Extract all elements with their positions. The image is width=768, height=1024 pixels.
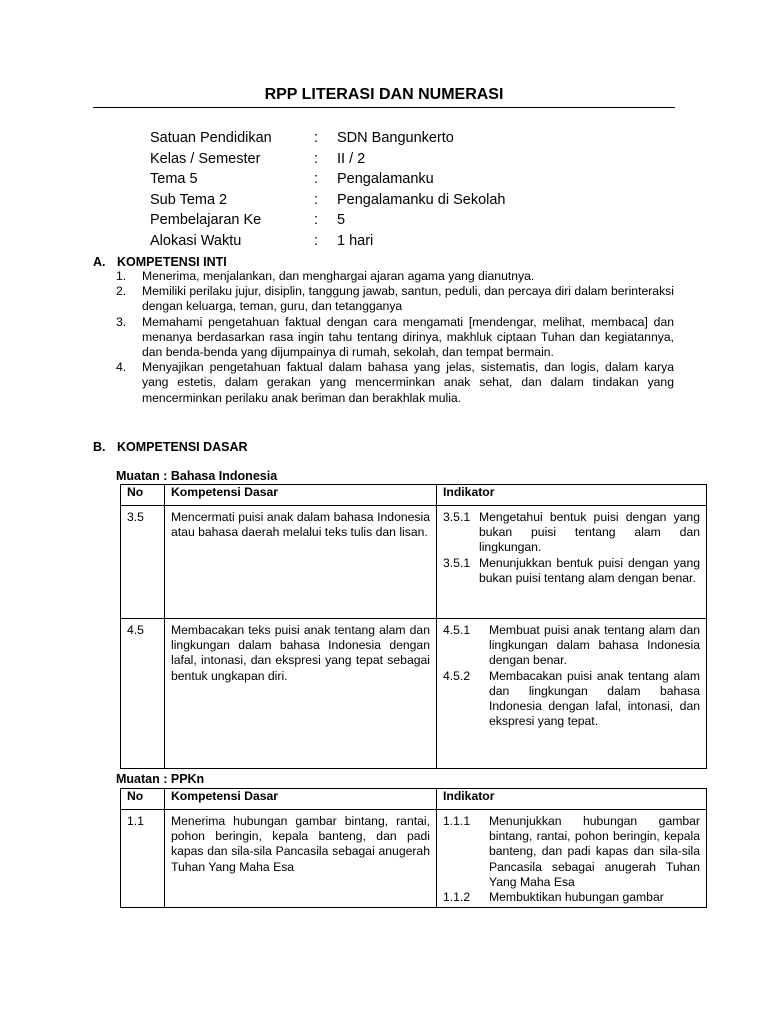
identity-label: Tema 5 — [150, 171, 198, 187]
cell-indikator — [437, 506, 707, 619]
table-row — [121, 619, 707, 769]
identity-colon: : — [314, 191, 319, 208]
indicator-number: 4.5.1 — [443, 623, 471, 637]
table-row — [121, 506, 707, 619]
section-title: KOMPETENSI INTI — [117, 255, 227, 269]
cell-kd — [165, 810, 437, 908]
identity-value: 5 — [337, 212, 346, 228]
table-header-row — [121, 485, 707, 506]
section-letter: A. — [93, 255, 106, 269]
kd-text: Menerima hubungan gambar bintang, rantai, pohon beringin, kepala banteng, dan padi kapas dan sila-sila Pancasila sebagai anugerah Tuhan Yang Maha Esa — [171, 814, 430, 874]
identity-label: Alokasi Waktu — [150, 232, 242, 249]
header-kompetensi-dasar: Kompetensi Dasar — [165, 485, 437, 506]
list-number: 1. — [116, 269, 127, 283]
muatan-bahasa-indonesia-label: Muatan : Bahasa Indonesia — [116, 469, 278, 483]
indicator-item — [443, 623, 700, 669]
identity-label: Sub Tema 2 — [150, 191, 228, 208]
muatan-ppkn-label: Muatan : PPKn — [116, 772, 205, 786]
indicator-text: Menunjukkan hubungan gambar bintang, rantai, pohon beringin, kepala banteng, dan padi kapas dan sila-sila Pancasila sebagai anugerah Tuhan Yang Maha Esa — [489, 814, 700, 889]
indicator-item — [443, 814, 700, 890]
indicator-item — [443, 556, 700, 586]
table-row — [121, 810, 707, 908]
indicator-text: Membuat puisi anak tentang alam dan lingkungan dalam bahasa Indonesia dengan benar. — [489, 623, 700, 668]
identity-colon: : — [314, 232, 319, 249]
kompetensi-inti-list — [116, 269, 674, 406]
identity-value: 1 hari — [337, 232, 374, 249]
cell-no: 4.5 — [121, 619, 165, 769]
list-text: Menerima, menjalankan, dan menghargai ajaran agama yang dianutnya. — [142, 269, 535, 283]
identity-colon: : — [314, 171, 319, 187]
identity-value: Pengalamanku di Sekolah — [337, 191, 506, 208]
header-indikator: Indikator — [437, 789, 707, 810]
identity-value: Pengalamanku — [337, 171, 434, 187]
header-no: No — [121, 485, 165, 506]
indicator-number: 4.5.2 — [443, 668, 471, 683]
list-text: Memahami pengetahuan faktual dengan cara mengamati [mendengar, melihat, membaca] dan menanya berdasarkan rasa ingin tahu tentang dirinya, makhluk ciptaan Tuhan dan kegiatannya, dan benda-benda yang dijumpainya di rumah, sekolah, dan tempat bermain. — [142, 314, 674, 360]
identity-value: SDN Bangunkerto — [337, 130, 454, 146]
cell-indikator — [437, 810, 707, 908]
list-number: 2. — [116, 284, 127, 299]
indicator-item — [443, 669, 700, 730]
list-item — [116, 284, 674, 314]
kd-text: Membacakan teks puisi anak tentang alam dan lingkungan dalam bahasa Indonesia dengan lafal, intonasi, dan ekspresi yang tepat sebagai bentuk ungkapan diri. — [171, 623, 430, 683]
list-number: 4. — [116, 360, 127, 375]
page-title: RPP LITERASI DAN NUMERASI — [264, 86, 504, 103]
header-no: No — [121, 789, 165, 810]
indicator-number: 1.1.1 — [443, 814, 471, 828]
list-item — [116, 360, 674, 406]
list-item — [116, 315, 674, 361]
cell-kd — [165, 506, 437, 619]
indicator-text: Menunjukkan bentuk puisi dengan yang bukan puisi tentang alam dengan benar. — [479, 555, 700, 585]
header-kompetensi-dasar: Kompetensi Dasar — [165, 789, 437, 810]
indicator-number: 1.1.2 — [443, 890, 471, 905]
identity-colon: : — [314, 150, 319, 167]
indicator-item — [443, 510, 700, 556]
cell-no: 1.1 — [121, 810, 165, 908]
cell-kd — [165, 619, 437, 769]
cell-no: 3.5 — [121, 506, 165, 619]
identity-label: Pembelajaran Ke — [150, 212, 262, 228]
title-underline — [93, 107, 675, 108]
indicator-number: 3.5.1 — [443, 555, 471, 570]
table-header-row — [121, 789, 707, 810]
list-text: Menyajikan pengetahuan faktual dalam bahasa yang jelas, sistematis, dan logis, dalam karya yang estetis, dalam gerakan yang mencerminkan anak sehat, dan dalam tindakan yang mencerminkan perilaku anak beriman dan berakhlak mulia. — [142, 360, 674, 405]
indicator-item — [443, 890, 700, 905]
header-indikator: Indikator — [437, 485, 707, 506]
kd-table-ppkn — [120, 788, 707, 908]
indicator-text: Membacakan puisi anak tentang alam dan lingkungan dalam bahasa Indonesia dengan lafal, intonasi, dan ekspresi yang tepat. — [489, 668, 700, 729]
identity-label: Kelas / Semester — [150, 150, 261, 167]
list-item — [116, 269, 674, 284]
section-letter: B. — [93, 440, 106, 454]
kd-table-bahasa-indonesia — [120, 484, 707, 769]
indicator-text: Mengetahui bentuk puisi dengan yang bukan puisi tentang alam dan lingkungan. — [479, 510, 700, 555]
indicator-text: Membuktikan hubungan gambar — [489, 890, 664, 905]
list-number: 3. — [116, 314, 127, 329]
identity-colon: : — [314, 212, 319, 228]
list-text: Memiliki perilaku jujur, disiplin, tanggung jawab, santun, peduli, dan percaya diri dalam berinteraksi dengan keluarga, teman, guru, dan tetangganya — [142, 284, 674, 314]
indicator-number: 3.5.1 — [443, 510, 471, 524]
identity-label: Satuan Pendidikan — [150, 130, 272, 146]
identity-value: II / 2 — [337, 150, 366, 167]
section-title: KOMPETENSI DASAR — [117, 440, 248, 454]
kd-text: Mencermati puisi anak dalam bahasa Indonesia atau bahasa daerah melalui teks tulis dan lisan. — [171, 510, 430, 540]
cell-indikator — [437, 619, 707, 769]
identity-colon: : — [314, 130, 319, 146]
